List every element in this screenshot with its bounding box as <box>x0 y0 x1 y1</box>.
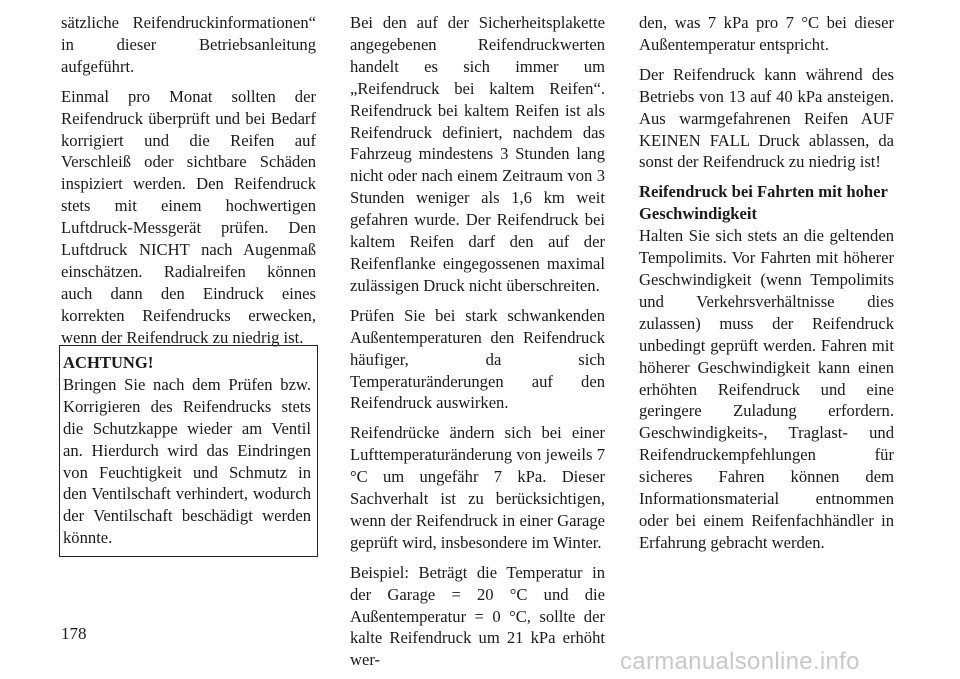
warning-box <box>59 345 318 557</box>
page-number: 178 <box>61 624 87 643</box>
paragraph-operating-increase: Der Reifendruck kann während des Betriebs von 13 auf 40 kPa ansteigen. Aus warmgefahrenen Reifen AUF KEINEN FALL Druck ablassen, da sonst der Reifendruck zu niedrig ist! <box>639 64 894 172</box>
warning-title: ACHTUNG! <box>63 353 154 372</box>
paragraph-example: Beispiel: Beträgt die Temperatur in der Garage = 20 °C und die Außentemperatur = 0 °C, sollte der kalte Reifendruck um 21 kPa erhöht wer- <box>350 562 605 670</box>
watermark: carmanualsonline.info <box>620 648 860 675</box>
paragraph-high-speed: Halten Sie sich stets an die geltenden Tempolimits. Vor Fahrten mit höherer Geschwindigkeit (wenn Tempolimits und Verkehrsverhältnisse dies zulassen) muss der Reifendruck unbedingt geprüft werden. Fahren mit höherer Geschwindigkeit kann einen erhöhten Reifendruck und eine geringere Zuladung erfordern. Geschwindigkeits-, Traglast- und Reifendruckempfehlungen für sicheres Fahren können dem Informationsmaterial entnommen oder bei einem Reifenfachhändler in Erfahrung gebracht werden. <box>639 226 894 552</box>
paragraph-example-continued: den, was 7 kPa pro 7 °C bei dieser Außentemperatur entspricht. <box>639 13 894 54</box>
paragraph-monthly-check: Einmal pro Monat sollten der Reifendruck überprüft und bei Bedarf korrigiert und die Reifen auf Verschleiß oder sichtbare Schäden inspiziert werden. Den Reifendruck stets mit einem hochwertigen Luftdruck-Messgerät prüfen. Den Luftdruck NICHT nach Augenmaß einschätzen. Radialreifen können auch dann den Eindruck eines korrekten Reifendrucks erwecken, wenn der Reifendruck zu niedrig ist. <box>61 86 316 347</box>
warning-body: Bringen Sie nach dem Prüfen bzw. Korrigieren des Reifendrucks stets die Schutzkappe wieder am Ventil an. Hierdurch wird das Eindringen von Feuchtigkeit und Schmutz in den Ventilschaft verhindert, wodurch der Ventilschaft beschädigt werden könnte. <box>63 374 311 548</box>
section-heading-high-speed: Reifendruck bei Fahrten mit hoher Geschwindigkeit <box>639 182 888 224</box>
column-right <box>639 12 894 562</box>
column-left <box>61 12 316 357</box>
paragraph-cold-tire-pressure: Bei den auf der Sicherheitsplakette angegebenen Reifendruckwerten handelt es sich immer um „Reifendruck bei kaltem Reifen“. Reifendruck bei kaltem Reifen ist als Reifendruck definiert, nachdem das Fahrzeug mindestens 3 Stunden lang nicht oder nach einem Zeitraum von 3 Stunden weniger als 1,6 km weit gefahren wurde. Der Reifendruck bei kaltem Reifen darf den auf der Reifenflanke eingegossenen maximal zulässigen Druck nicht überschreiten. <box>350 13 605 295</box>
paragraph-tire-info-ref: sätzliche Reifendruckinformationen“ in dieser Betriebsanleitung aufgeführt. <box>61 13 316 76</box>
paragraph-temperature-fluctuation: Prüfen Sie bei stark schwankenden Außentemperaturen den Reifendruck häufiger, da sich Temperaturänderungen auf den Reifendruck auswirken. <box>350 305 605 413</box>
column-middle <box>350 12 605 679</box>
paragraph-pressure-change: Reifendrücke ändern sich bei einer Lufttemperaturänderung von jeweils 7 °C um ungefähr 7 kPa. Dieser Sachverhalt ist zu berücksichtigen, wenn der Reifendruck in einer Garage geprüft wird, insbesondere im Winter. <box>350 423 605 552</box>
